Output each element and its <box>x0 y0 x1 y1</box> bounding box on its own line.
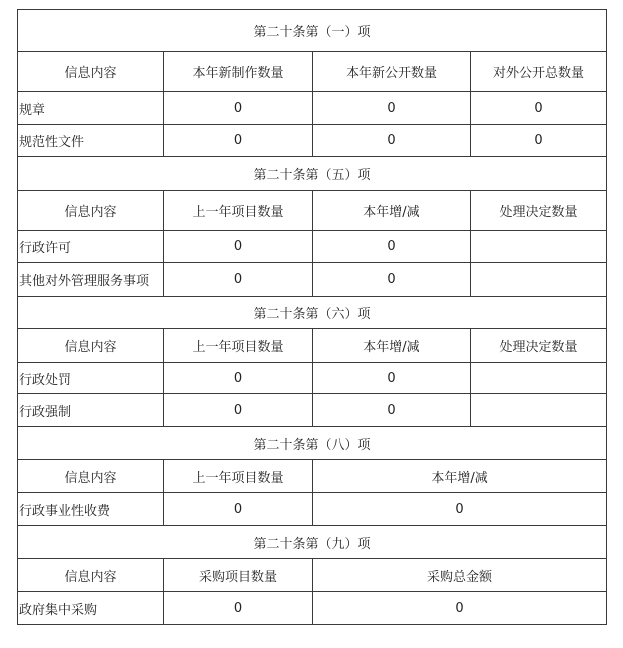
section-title: 第二十条第（六）项 <box>18 297 607 329</box>
header-cell: 上一年项目数量 <box>164 191 313 231</box>
value-cell: 0 <box>471 92 607 125</box>
disclosure-table <box>17 9 607 625</box>
value-cell <box>471 363 607 394</box>
value-cell: 0 <box>313 363 471 394</box>
header-cell: 本年增/减 <box>313 191 471 231</box>
value-cell <box>471 231 607 263</box>
row-label: 政府集中采购 <box>18 592 164 625</box>
row-label: 行政事业性收费 <box>18 493 164 526</box>
section-title-row <box>18 526 607 559</box>
header-cell: 本年新制作数量 <box>164 52 313 92</box>
section-title-row <box>18 297 607 329</box>
header-row <box>18 460 607 493</box>
header-row <box>18 191 607 231</box>
header-cell: 信息内容 <box>18 191 164 231</box>
table-row <box>18 592 607 625</box>
value-cell: 0 <box>313 125 471 157</box>
value-cell: 0 <box>164 263 313 297</box>
header-row <box>18 559 607 592</box>
section-title-row <box>18 10 607 52</box>
header-cell: 信息内容 <box>18 559 164 592</box>
header-cell: 上一年项目数量 <box>164 460 313 493</box>
value-cell: 0 <box>471 125 607 157</box>
value-cell: 0 <box>313 592 607 625</box>
header-cell: 采购项目数量 <box>164 559 313 592</box>
value-cell: 0 <box>164 493 313 526</box>
section-title: 第二十条第（一）项 <box>18 10 607 52</box>
row-label: 行政许可 <box>18 231 164 263</box>
header-cell: 本年新公开数量 <box>313 52 471 92</box>
row-label: 行政处罚 <box>18 363 164 394</box>
table-row <box>18 493 607 526</box>
header-row <box>18 52 607 92</box>
header-cell: 处理决定数量 <box>471 329 607 363</box>
section-title: 第二十条第（九）项 <box>18 526 607 559</box>
header-row <box>18 329 607 363</box>
table-row <box>18 394 607 427</box>
row-label: 规范性文件 <box>18 125 164 157</box>
table-row <box>18 263 607 297</box>
table-row <box>18 363 607 394</box>
value-cell <box>471 394 607 427</box>
section-title-row <box>18 157 607 191</box>
header-cell: 信息内容 <box>18 460 164 493</box>
section-title-row <box>18 427 607 460</box>
value-cell: 0 <box>164 231 313 263</box>
table-row <box>18 92 607 125</box>
row-label: 规章 <box>18 92 164 125</box>
value-cell: 0 <box>313 394 471 427</box>
header-cell: 本年增/减 <box>313 329 471 363</box>
header-cell: 信息内容 <box>18 52 164 92</box>
header-cell: 上一年项目数量 <box>164 329 313 363</box>
header-cell: 信息内容 <box>18 329 164 363</box>
header-cell: 本年增/减 <box>313 460 607 493</box>
table-row <box>18 125 607 157</box>
section-title: 第二十条第（五）项 <box>18 157 607 191</box>
value-cell: 0 <box>164 92 313 125</box>
value-cell: 0 <box>164 592 313 625</box>
table-row <box>18 231 607 263</box>
value-cell: 0 <box>313 92 471 125</box>
value-cell: 0 <box>313 493 607 526</box>
header-cell: 对外公开总数量 <box>471 52 607 92</box>
value-cell: 0 <box>164 125 313 157</box>
header-cell: 采购总金额 <box>313 559 607 592</box>
value-cell: 0 <box>313 263 471 297</box>
section-title: 第二十条第（八）项 <box>18 427 607 460</box>
row-label: 其他对外管理服务事项 <box>18 263 164 297</box>
value-cell: 0 <box>164 394 313 427</box>
value-cell: 0 <box>313 231 471 263</box>
value-cell <box>471 263 607 297</box>
value-cell: 0 <box>164 363 313 394</box>
header-cell: 处理决定数量 <box>471 191 607 231</box>
row-label: 行政强制 <box>18 394 164 427</box>
